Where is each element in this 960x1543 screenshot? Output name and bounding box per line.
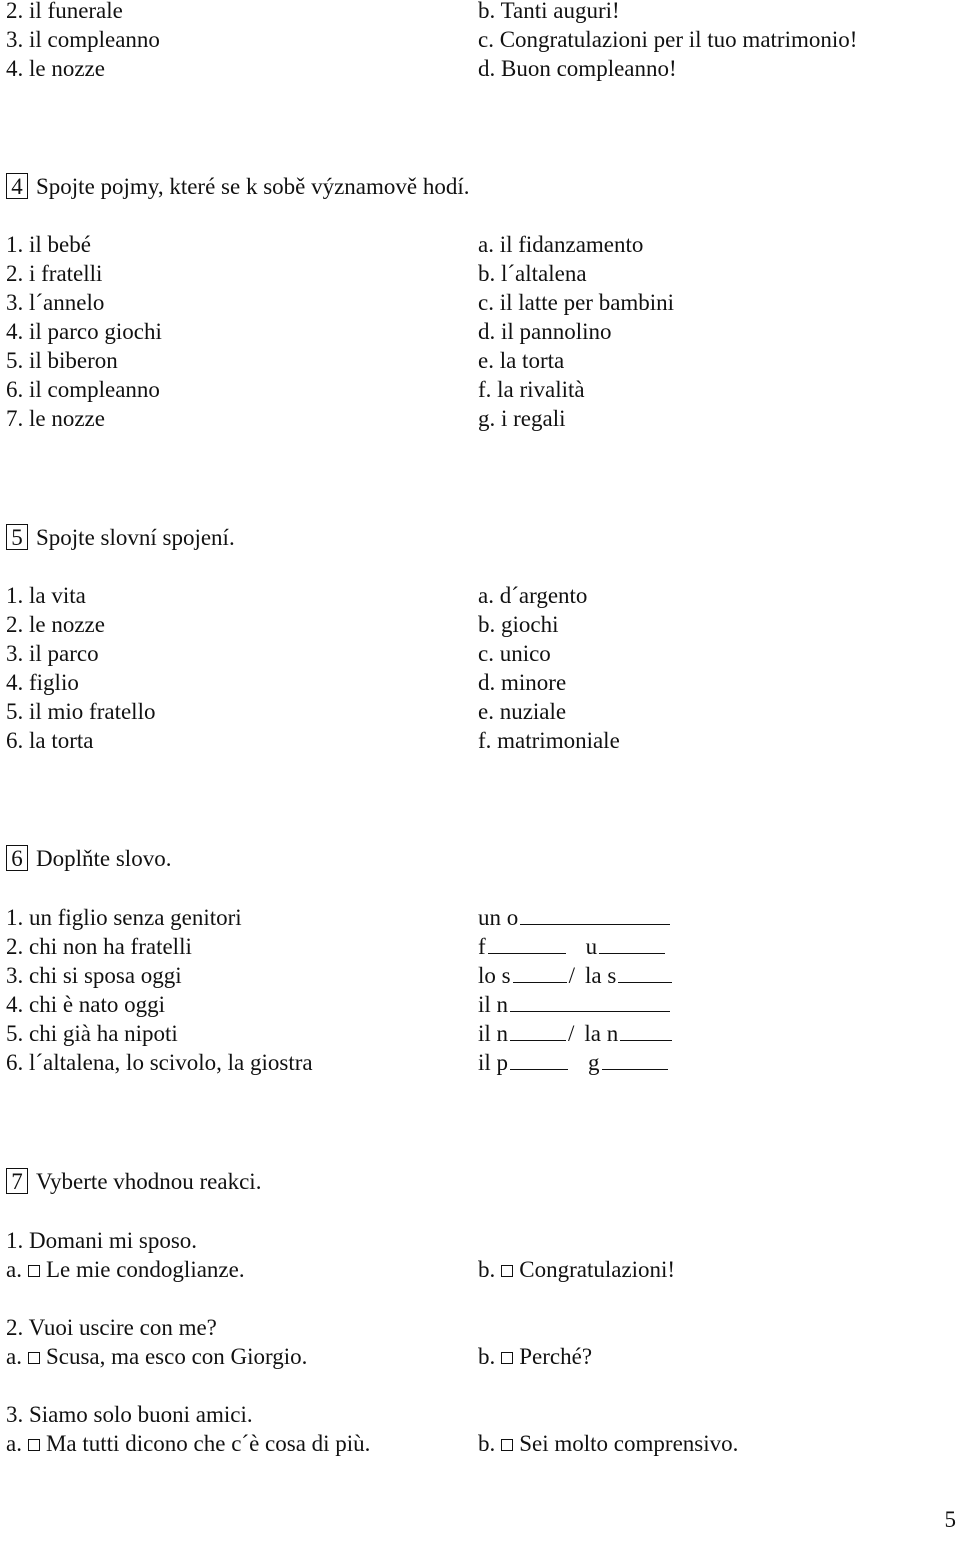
exercise-heading bbox=[6, 172, 470, 201]
list-item: 5. il mio fratello bbox=[6, 699, 156, 724]
list-item: 1. il bebé bbox=[6, 232, 91, 257]
option-text: Perché? bbox=[519, 1344, 593, 1369]
fill-in-row bbox=[478, 961, 674, 990]
answer-blank[interactable] bbox=[602, 1051, 668, 1070]
list-item: 6. la torta bbox=[6, 728, 94, 753]
list-item: b. giochi bbox=[478, 612, 559, 637]
list-item: g. i regali bbox=[478, 406, 566, 431]
exercise-number-box: 5 bbox=[6, 524, 28, 550]
option-letter: a. bbox=[6, 1344, 22, 1369]
checkbox[interactable] bbox=[28, 1439, 40, 1451]
answer-blank[interactable] bbox=[510, 1022, 566, 1041]
list-item: 5. il biberon bbox=[6, 348, 118, 373]
list-item: 3. chi si sposa oggi bbox=[6, 963, 182, 988]
list-item: c. Congratulazioni per il tuo matrimonio! bbox=[478, 27, 858, 52]
fill-in-row bbox=[478, 932, 667, 961]
answer-option-b[interactable] bbox=[478, 1255, 675, 1284]
list-item: 2. il funerale bbox=[6, 0, 123, 23]
list-item: c. unico bbox=[478, 641, 551, 666]
answer-blank[interactable] bbox=[599, 935, 665, 954]
exercise-title: Vyberte vhodnou reakci. bbox=[36, 1169, 262, 1194]
option-text: Le mie condoglianze. bbox=[45, 1257, 245, 1282]
list-item: b. Tanti auguri! bbox=[478, 0, 620, 23]
checkbox[interactable] bbox=[28, 1265, 40, 1277]
checkbox[interactable] bbox=[501, 1439, 513, 1451]
fill-in-prefix: il p bbox=[478, 1050, 509, 1075]
question: 3. Siamo solo buoni amici. bbox=[6, 1402, 253, 1427]
answer-option-a[interactable] bbox=[6, 1255, 245, 1284]
exercise-number-box: 6 bbox=[6, 845, 28, 871]
page-number: 5 bbox=[944, 1507, 956, 1532]
list-item: d. minore bbox=[478, 670, 567, 695]
answer-blank[interactable] bbox=[513, 964, 567, 983]
list-item: d. il pannolino bbox=[478, 319, 612, 344]
list-item: f. la rivalità bbox=[478, 377, 585, 402]
fill-in-prefix: u bbox=[585, 934, 598, 959]
separator: / bbox=[568, 1021, 575, 1046]
list-item: 5. chi già ha nipoti bbox=[6, 1021, 178, 1046]
option-text: Scusa, ma esco con Giorgio. bbox=[45, 1344, 308, 1369]
list-item: 1. la vita bbox=[6, 583, 86, 608]
option-letter: b. bbox=[478, 1344, 496, 1369]
list-item: 6. l´altalena, lo scivolo, la giostra bbox=[6, 1050, 313, 1075]
option-letter: a. bbox=[6, 1257, 22, 1282]
fill-in-prefix: il n bbox=[478, 992, 509, 1017]
exercise-title: Doplňte slovo. bbox=[36, 846, 172, 871]
option-text: Congratulazioni! bbox=[519, 1257, 676, 1282]
list-item: 4. figlio bbox=[6, 670, 79, 695]
fill-in-row bbox=[478, 1019, 674, 1048]
exercise-heading bbox=[6, 1167, 261, 1196]
list-item: 6. il compleanno bbox=[6, 377, 160, 402]
exercise-number-box: 7 bbox=[6, 1168, 28, 1194]
fill-in-row bbox=[478, 1048, 670, 1077]
list-item: d. Buon compleanno! bbox=[478, 56, 677, 81]
exercise-number-box: 4 bbox=[6, 173, 28, 199]
list-item: c. il latte per bambini bbox=[478, 290, 675, 315]
exercise-heading bbox=[6, 523, 235, 552]
answer-option-a[interactable] bbox=[6, 1342, 307, 1371]
exercise-title: Spojte slovní spojení. bbox=[36, 525, 235, 550]
fill-in-row bbox=[478, 990, 672, 1019]
fill-in-prefix: la s bbox=[584, 963, 617, 988]
fill-in-prefix: il n bbox=[478, 1021, 509, 1046]
list-item: b. l´altalena bbox=[478, 261, 587, 286]
exercise-heading bbox=[6, 844, 171, 873]
list-item: 3. il compleanno bbox=[6, 27, 160, 52]
list-item: 7. le nozze bbox=[6, 406, 105, 431]
list-item: f. matrimoniale bbox=[478, 728, 620, 753]
list-item: 4. le nozze bbox=[6, 56, 105, 81]
fill-in-prefix: lo s bbox=[478, 963, 511, 988]
option-text: Ma tutti dicono che c´è cosa di più. bbox=[45, 1431, 371, 1456]
fill-in-row bbox=[478, 903, 672, 932]
list-item: 4. chi è nato oggi bbox=[6, 992, 166, 1017]
list-item: a. il fidanzamento bbox=[478, 232, 644, 257]
option-letter: b. bbox=[478, 1257, 496, 1282]
list-item: e. la torta bbox=[478, 348, 565, 373]
list-item: 3. il parco bbox=[6, 641, 99, 666]
fill-in-prefix: g bbox=[588, 1050, 600, 1075]
checkbox[interactable] bbox=[501, 1265, 513, 1277]
fill-in-prefix: un o bbox=[478, 905, 519, 930]
checkbox[interactable] bbox=[28, 1352, 40, 1364]
answer-option-b[interactable] bbox=[478, 1429, 738, 1458]
answer-blank[interactable] bbox=[618, 964, 672, 983]
list-item: 2. le nozze bbox=[6, 612, 105, 637]
list-item: 2. i fratelli bbox=[6, 261, 103, 286]
list-item: a. d´argento bbox=[478, 583, 588, 608]
option-letter: a. bbox=[6, 1431, 22, 1456]
answer-blank[interactable] bbox=[520, 906, 670, 925]
answer-blank[interactable] bbox=[620, 1022, 672, 1041]
question: 1. Domani mi sposo. bbox=[6, 1228, 198, 1253]
answer-option-b[interactable] bbox=[478, 1342, 592, 1371]
list-item: e. nuziale bbox=[478, 699, 567, 724]
answer-blank[interactable] bbox=[510, 1051, 568, 1070]
option-letter: b. bbox=[478, 1431, 496, 1456]
answer-option-a[interactable] bbox=[6, 1429, 370, 1458]
checkbox[interactable] bbox=[501, 1352, 513, 1364]
fill-in-prefix: f bbox=[478, 934, 486, 959]
list-item: 3. l´annelo bbox=[6, 290, 105, 315]
fill-in-prefix: la n bbox=[584, 1021, 619, 1046]
list-item: 4. il parco giochi bbox=[6, 319, 162, 344]
question: 2. Vuoi uscire con me? bbox=[6, 1315, 217, 1340]
separator: / bbox=[568, 963, 575, 988]
answer-blank[interactable] bbox=[488, 935, 566, 954]
list-item: 2. chi non ha fratelli bbox=[6, 934, 192, 959]
option-text: Sei molto comprensivo. bbox=[519, 1431, 739, 1456]
list-item: 1. un figlio senza genitori bbox=[6, 905, 242, 930]
exercise-title: Spojte pojmy, které se k sobě významově hodí. bbox=[36, 174, 470, 199]
answer-blank[interactable] bbox=[510, 993, 670, 1012]
